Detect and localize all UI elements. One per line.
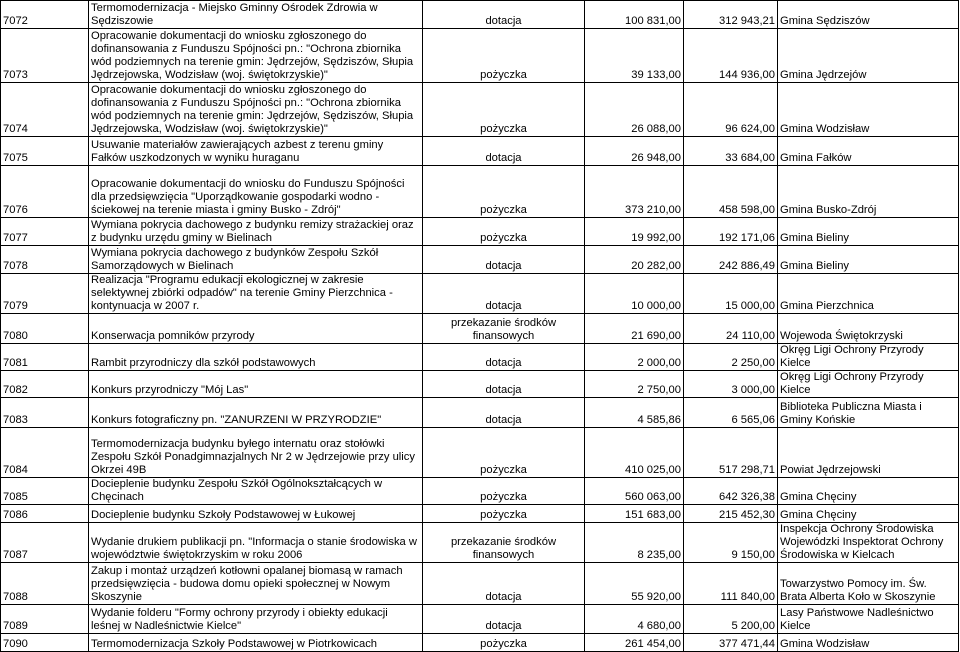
funding-amount-cell: 100 831,00: [585, 1, 684, 29]
table-row: [1, 29, 959, 83]
table-row: [1, 218, 959, 246]
row-number-cell: 7081: [1, 344, 89, 371]
table-row: [1, 371, 959, 398]
row-number-cell: 7079: [1, 274, 89, 314]
recipient-cell: Gmina Bieliny: [778, 246, 959, 274]
financing-form-cell: pożyczka: [423, 634, 585, 652]
total-cost-cell: 5 200,00: [684, 605, 778, 634]
funding-amount-cell: 20 282,00: [585, 246, 684, 274]
table-row: [1, 1, 959, 29]
total-cost-cell: 215 452,30: [684, 505, 778, 523]
row-number-cell: 7085: [1, 478, 89, 505]
financing-form-cell: dotacja: [423, 371, 585, 398]
table-row: [1, 83, 959, 137]
task-description-cell: Opracowanie dokumentacji do wniosku zgłoszonego do dofinansowania z Funduszu Spójności pn.: "Ochrona zbiornika wód podziemnych na terenie gmin: Jędrzejów, Sędziszów, Słupia Jędrzejowska, Wodzisław (woj. świętokrzyskie)": [89, 83, 423, 137]
table-row: [1, 344, 959, 371]
total-cost-cell: 377 471,44: [684, 634, 778, 652]
row-number-cell: 7076: [1, 166, 89, 218]
funding-amount-cell: 4 680,00: [585, 605, 684, 634]
recipient-cell: Gmina Busko-Zdrój: [778, 166, 959, 218]
funding-amount-cell: 21 690,00: [585, 314, 684, 344]
funding-amount-cell: 8 235,00: [585, 523, 684, 563]
task-description-cell: Termomodernizacja - Miejsko Gminny Ośrodek Zdrowia w Sędziszowie: [89, 1, 423, 29]
task-description-cell: Opracowanie dokumentacji do wniosku zgłoszonego do dofinansowania z Funduszu Spójności pn.: "Ochrona zbiornika wód podziemnych na terenie gmin: Jędrzejów, Sędziszów, Słupia Jędrzejowska, Wodzisław (woj. świętokrzyskie)": [89, 29, 423, 83]
financing-form-cell: pożyczka: [423, 83, 585, 137]
task-description-cell: Termomodernizacja Szkoły Podstawowej w Piotrkowicach: [89, 634, 423, 652]
recipient-cell: Towarzystwo Pomocy im. Św. Brata Alberta Koło w Skoszynie: [778, 563, 959, 605]
recipient-cell: Gmina Wodzisław: [778, 83, 959, 137]
financing-form-cell: dotacja: [423, 246, 585, 274]
recipient-cell: Gmina Fałków: [778, 137, 959, 166]
table-row: [1, 314, 959, 344]
financing-form-cell: dotacja: [423, 274, 585, 314]
funding-amount-cell: 55 920,00: [585, 563, 684, 605]
funding-amount-cell: 39 133,00: [585, 29, 684, 83]
row-number-cell: 7073: [1, 29, 89, 83]
task-description-cell: Docieplenie budynku Zespołu Szkół Ogólnokształcących w Chęcinach: [89, 478, 423, 505]
recipient-cell: Gmina Wodzisław: [778, 634, 959, 652]
table-row: [1, 605, 959, 634]
table-row: [1, 523, 959, 563]
funding-amount-cell: 261 454,00: [585, 634, 684, 652]
recipient-cell: Okręg Ligi Ochrony Przyrody Kielce: [778, 371, 959, 398]
table-row: [1, 398, 959, 428]
recipient-cell: Wojewoda Świętokrzyski: [778, 314, 959, 344]
table-row: [1, 274, 959, 314]
row-number-cell: 7090: [1, 634, 89, 652]
recipient-cell: Gmina Sędziszów: [778, 1, 959, 29]
financing-form-cell: przekazanie środków finansowych: [423, 523, 585, 563]
task-description-cell: Realizacja "Programu edukacji ekologicznej w zakresie selektywnej zbiórki odpadów" na terenie Gminy Pierzchnica - kontynuacja w 2007 r.: [89, 274, 423, 314]
task-description-cell: Wydanie drukiem publikacji pn. "Informacja o stanie środowiska w województwie świętokrzyskim w roku 2006: [89, 523, 423, 563]
row-number-cell: 7084: [1, 428, 89, 478]
task-description-cell: Rambit przyrodniczy dla szkół podstawowych: [89, 344, 423, 371]
funding-amount-cell: 410 025,00: [585, 428, 684, 478]
table-row: [1, 478, 959, 505]
recipient-cell: Okręg Ligi Ochrony Przyrody Kielce: [778, 344, 959, 371]
row-number-cell: 7080: [1, 314, 89, 344]
row-number-cell: 7074: [1, 83, 89, 137]
funding-amount-cell: 2 000,00: [585, 344, 684, 371]
total-cost-cell: 642 326,38: [684, 478, 778, 505]
recipient-cell: Gmina Chęciny: [778, 505, 959, 523]
funding-amount-cell: 151 683,00: [585, 505, 684, 523]
recipient-cell: Gmina Pierzchnica: [778, 274, 959, 314]
total-cost-cell: 2 250,00: [684, 344, 778, 371]
financing-form-cell: przekazanie środków finansowych: [423, 314, 585, 344]
task-description-cell: Usuwanie materiałów zawierających azbest z terenu gminy Fałków uszkodzonych w wyniku huraganu: [89, 137, 423, 166]
total-cost-cell: 96 624,00: [684, 83, 778, 137]
total-cost-cell: 15 000,00: [684, 274, 778, 314]
total-cost-cell: 3 000,00: [684, 371, 778, 398]
task-description-cell: Konserwacja pomników przyrody: [89, 314, 423, 344]
total-cost-cell: 6 565,06: [684, 398, 778, 428]
task-description-cell: Opracowanie dokumentacji do wniosku do Funduszu Spójności dla przedsięwzięcia "Uporządkowanie gospodarki wodno - ściekowej na terenie miasta i gminy Busko - Zdrój": [89, 166, 423, 218]
table-row: [1, 137, 959, 166]
funding-amount-cell: 2 750,00: [585, 371, 684, 398]
table-row: [1, 563, 959, 605]
row-number-cell: 7077: [1, 218, 89, 246]
funding-amount-cell: 373 210,00: [585, 166, 684, 218]
table-row: [1, 246, 959, 274]
row-number-cell: 7087: [1, 523, 89, 563]
recipient-cell: Gmina Chęciny: [778, 478, 959, 505]
recipient-cell: Inspekcja Ochrony Środowiska Wojewódzki Inspektorat Ochrony Środowiska w Kielcach: [778, 523, 959, 563]
total-cost-cell: 458 598,00: [684, 166, 778, 218]
task-description-cell: Docieplenie budynku Szkoły Podstawowej w Łukowej: [89, 505, 423, 523]
row-number-cell: 7075: [1, 137, 89, 166]
funding-amount-cell: 4 585,86: [585, 398, 684, 428]
total-cost-cell: 144 936,00: [684, 29, 778, 83]
row-number-cell: 7083: [1, 398, 89, 428]
recipient-cell: Biblioteka Publiczna Miasta i Gminy Końskie: [778, 398, 959, 428]
financing-form-cell: pożyczka: [423, 166, 585, 218]
financing-form-cell: dotacja: [423, 398, 585, 428]
financing-form-cell: dotacja: [423, 563, 585, 605]
financing-form-cell: dotacja: [423, 1, 585, 29]
total-cost-cell: 192 171,06: [684, 218, 778, 246]
row-number-cell: 7082: [1, 371, 89, 398]
funding-amount-cell: 26 948,00: [585, 137, 684, 166]
task-description-cell: Konkurs fotograficzny pn. "ZANURZENI W PRZYRODZIE": [89, 398, 423, 428]
task-description-cell: Wymiana pokrycia dachowego z budynków Zespołu Szkół Samorządowych w Bielinach: [89, 246, 423, 274]
table-row: [1, 505, 959, 523]
total-cost-cell: 9 150,00: [684, 523, 778, 563]
table-row: [1, 634, 959, 652]
financing-form-cell: pożyczka: [423, 29, 585, 83]
funding-amount-cell: 26 088,00: [585, 83, 684, 137]
total-cost-cell: 242 886,49: [684, 246, 778, 274]
total-cost-cell: 24 110,00: [684, 314, 778, 344]
financing-form-cell: dotacja: [423, 344, 585, 371]
row-number-cell: 7086: [1, 505, 89, 523]
recipient-cell: Lasy Państwowe Nadleśnictwo Kielce: [778, 605, 959, 634]
records-table-body: [1, 1, 959, 652]
total-cost-cell: 111 840,00: [684, 563, 778, 605]
row-number-cell: 7078: [1, 246, 89, 274]
task-description-cell: Termomodernizacja budynku byłego internatu oraz stołówki Zespołu Szkół Ponadgimnazjalnych Nr 2 w Jędrzejowie przy ulicy Okrzei 49B: [89, 428, 423, 478]
table-row: [1, 428, 959, 478]
recipient-cell: Powiat Jędrzejowski: [778, 428, 959, 478]
total-cost-cell: 312 943,21: [684, 1, 778, 29]
financing-form-cell: pożyczka: [423, 478, 585, 505]
financing-form-cell: pożyczka: [423, 218, 585, 246]
total-cost-cell: 33 684,00: [684, 137, 778, 166]
task-description-cell: Konkurs przyrodniczy "Mój Las": [89, 371, 423, 398]
table-row: [1, 166, 959, 218]
financing-form-cell: dotacja: [423, 137, 585, 166]
funding-amount-cell: 19 992,00: [585, 218, 684, 246]
funding-amount-cell: 10 000,00: [585, 274, 684, 314]
row-number-cell: 7072: [1, 1, 89, 29]
financing-form-cell: dotacja: [423, 605, 585, 634]
task-description-cell: Zakup i montaż urządzeń kotłowni opalanej biomasą w ramach przedsięwzięcia - budowa domu opieki społecznej w Nowym Skoszynie: [89, 563, 423, 605]
recipient-cell: Gmina Bieliny: [778, 218, 959, 246]
financing-form-cell: pożyczka: [423, 428, 585, 478]
total-cost-cell: 517 298,71: [684, 428, 778, 478]
financing-form-cell: pożyczka: [423, 505, 585, 523]
row-number-cell: 7088: [1, 563, 89, 605]
row-number-cell: 7089: [1, 605, 89, 634]
task-description-cell: Wydanie folderu "Formy ochrony przyrody i obiekty edukacji leśnej w Nadleśnictwie Kielce": [89, 605, 423, 634]
funding-amount-cell: 560 063,00: [585, 478, 684, 505]
recipient-cell: Gmina Jędrzejów: [778, 29, 959, 83]
task-description-cell: Wymiana pokrycia dachowego z budynku remizy strażackiej oraz z budynku urzędu gminy w Bielinach: [89, 218, 423, 246]
